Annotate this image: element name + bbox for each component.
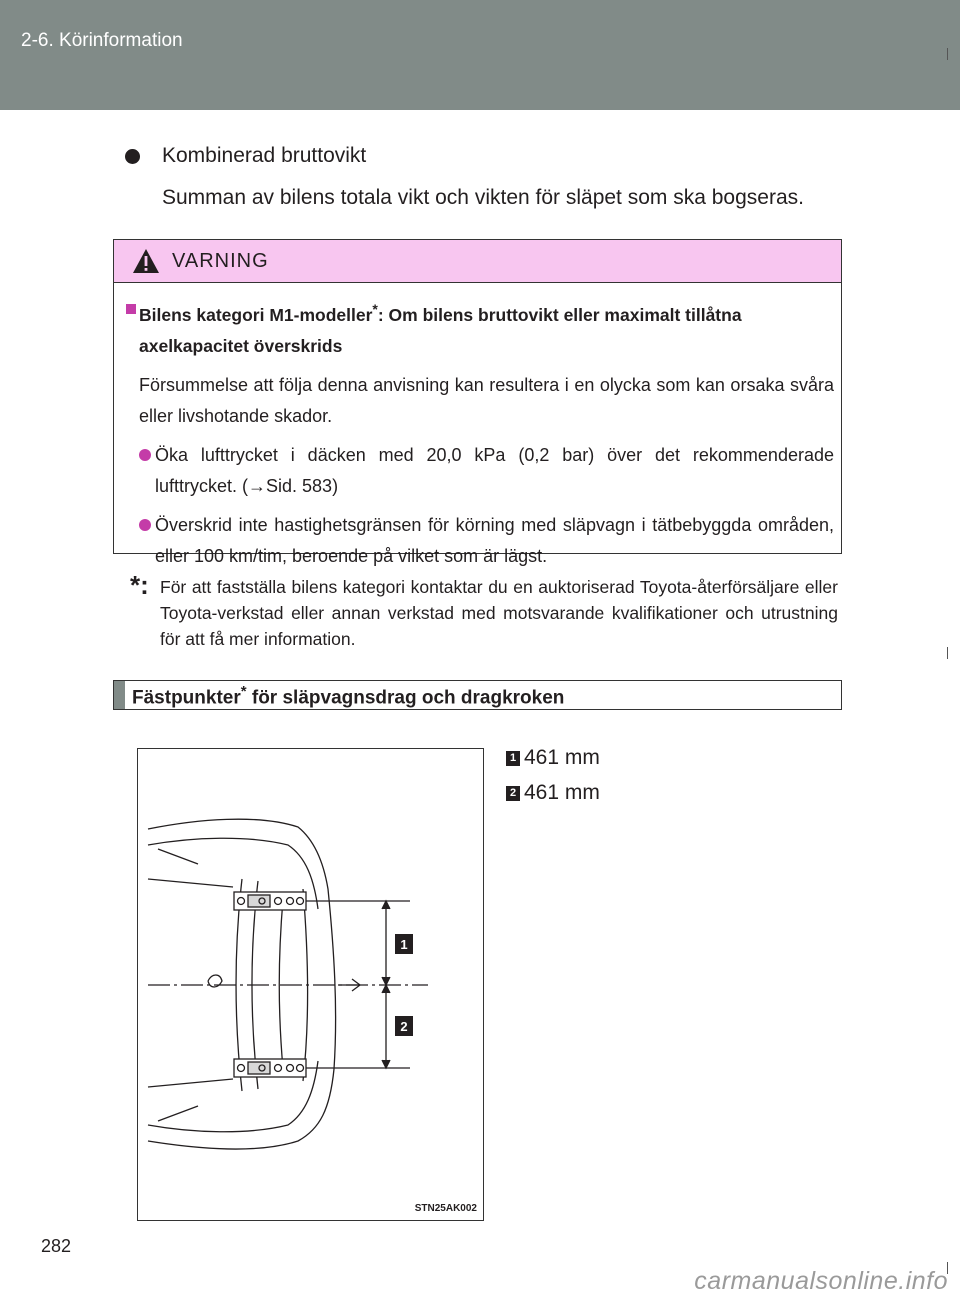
callout-label: 461 mm <box>524 746 600 769</box>
section-header-title: 2-6. Körinformation <box>21 30 183 51</box>
figure-callout-2: 2 <box>400 1019 408 1034</box>
intro-bullet <box>125 144 366 168</box>
section-title-part1: Fästpunkter <box>132 687 241 709</box>
section-heading-bar <box>113 680 842 710</box>
crop-mark <box>947 48 948 60</box>
warning-bullet <box>126 440 834 502</box>
square-bullet-icon <box>126 304 136 314</box>
warning-box <box>113 239 842 566</box>
section-title-part2: för släpvagnsdrag och dragkroken <box>246 687 565 709</box>
callout-number-badge: 2 <box>506 786 520 801</box>
car-rear-illustration <box>138 749 483 1220</box>
warning-heading <box>126 294 834 362</box>
callout-number-badge: 1 <box>506 751 520 766</box>
warning-content <box>126 294 834 572</box>
bullet-dot-icon <box>139 519 151 531</box>
tow-hitch-figure <box>137 748 484 1221</box>
dimension-callout <box>506 746 600 770</box>
figure-code: STN25AK002 <box>414 1203 477 1214</box>
warning-heading-part2: : Om bilens bruttovikt eller maximalt tillåtna axelkapacitet överskrids <box>139 304 742 356</box>
crop-mark <box>947 647 948 659</box>
intro-bullet-label: Kombinerad bruttovikt <box>162 144 367 167</box>
warning-heading-star: * <box>372 301 378 317</box>
callout-label: 461 mm <box>524 781 600 804</box>
footnote-marker: *: <box>130 570 149 600</box>
bullet-dot-icon <box>139 449 151 461</box>
warning-title: VARNING <box>172 250 269 272</box>
warning-triangle-icon <box>132 248 160 274</box>
warning-paragraph: Försummelse att följa denna anvisning kan resultera i en olycka som kan orsaka svåra eller livshotande skador. <box>139 374 834 426</box>
warning-bullet-text: Öka lufttrycket i däcken med 20,0 kPa (0,2 bar) över det rekommenderade lufttrycket. (→Sid. 583) <box>155 444 834 496</box>
section-title-star: * <box>240 683 247 700</box>
watermark[interactable]: carmanualsonline.info <box>694 1267 948 1295</box>
figure-callout-1: 1 <box>400 937 408 952</box>
warning-bullet <box>126 510 834 572</box>
section-title <box>132 683 564 709</box>
warning-bullet-text: Överskrid inte hastighetsgränsen för körning med släpvagn i tätbebyggda områden, eller 100 km/tim, beroende på vilket som är lägst. <box>155 514 834 566</box>
bullet-dot-icon <box>125 149 140 164</box>
warning-header <box>114 240 841 283</box>
footnote-text: För att fastställa bilens kategori kontaktar du en auktoriserad Toyota-återförsäljare eller Toyota-verkstad eller annan verkstad med motsvarande kvalifikationer och utrustning för att få mer information. <box>160 577 838 649</box>
section-accent <box>114 681 125 709</box>
intro-paragraph: Summan av bilens totala vikt och vikten för släpet som ska bogseras. <box>162 186 804 209</box>
dimension-callout <box>506 781 600 805</box>
page-number: 282 <box>41 1236 72 1256</box>
header-band <box>0 0 960 110</box>
warning-heading-part1: Bilens kategori M1-modeller <box>139 304 373 325</box>
